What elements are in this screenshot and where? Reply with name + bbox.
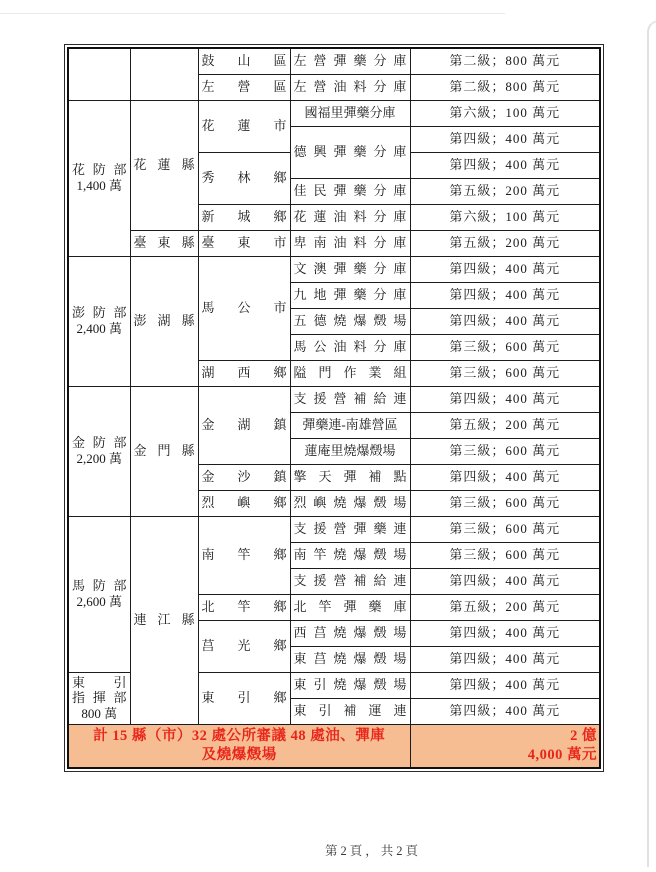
scan-artifact-line — [0, 13, 505, 14]
command-cell — [68, 516, 130, 672]
facility-name: 左 營 油 料 分 庫 — [293, 78, 407, 94]
grade-text: 第五級；200 萬元 — [449, 598, 561, 614]
grade-cell — [410, 308, 600, 334]
grade-text: 第三級；600 萬元 — [449, 546, 561, 562]
facility-cell — [290, 74, 410, 100]
county-cell — [130, 100, 198, 230]
grade-cell — [410, 100, 600, 126]
budget-table — [67, 47, 601, 769]
command-cell — [68, 100, 130, 256]
grade-cell — [410, 48, 600, 74]
summary-label-cell — [68, 724, 410, 768]
county-name: 花 蓮 縣 — [133, 156, 195, 172]
township-name: 左 營 區 — [201, 78, 287, 94]
page-number: 第2頁，共2頁 — [324, 844, 422, 858]
facility-name: 佳 民 彈 藥 分 庫 — [293, 182, 407, 198]
grade-text: 第三級；600 萬元 — [449, 338, 561, 354]
township-cell — [198, 594, 290, 620]
grade-text: 第四級；400 萬元 — [449, 572, 561, 588]
grade-cell — [410, 490, 600, 516]
facility-name: 支 援 營 彈 藥 連 — [293, 520, 407, 536]
county-name: 澎 湖 縣 — [133, 312, 195, 328]
command-amount: 800 萬 — [81, 705, 118, 721]
facility-cell — [290, 646, 410, 672]
command-cell — [68, 256, 130, 386]
county-cell — [130, 386, 198, 516]
township-name: 臺 東 市 — [201, 234, 287, 250]
township-name: 金 湖 鎮 — [201, 416, 287, 432]
grade-cell — [410, 256, 600, 282]
county-cell — [130, 256, 198, 386]
facility-name: 支 援 營 補 給 連 — [293, 572, 407, 588]
grade-text: 第四級；400 萬元 — [449, 286, 561, 302]
command-name: 花 防 部 — [72, 162, 127, 178]
township-cell — [198, 230, 290, 256]
command-name: 馬 防 部 — [72, 578, 127, 594]
facility-cell — [290, 126, 410, 178]
facility-cell — [290, 490, 410, 516]
township-name: 鼓 山 區 — [201, 52, 287, 68]
facility-name: 馬 公 油 料 分 庫 — [293, 338, 407, 354]
command-name: 澎 防 部 — [72, 305, 127, 321]
facility-name: 蓮庵里燒爆燬場 — [304, 442, 396, 458]
township-cell — [198, 672, 290, 724]
grade-text: 第三級；600 萬元 — [449, 520, 561, 536]
grade-text: 第五級；200 萬元 — [449, 182, 561, 198]
township-name: 南 竿 鄉 — [201, 546, 287, 562]
facility-cell — [290, 178, 410, 204]
grade-cell — [410, 334, 600, 360]
township-name: 北 竿 鄉 — [201, 598, 287, 614]
grade-text: 第四級；400 萬元 — [449, 312, 561, 328]
grade-cell — [410, 542, 600, 568]
grade-cell — [410, 594, 600, 620]
facility-cell — [290, 48, 410, 74]
facility-name: 擎 天 彈 補 點 — [293, 468, 407, 484]
command-amount: 2,400 萬 — [76, 321, 122, 336]
grade-cell — [410, 74, 600, 100]
facility-name: 東 莒 燒 爆 燬 場 — [293, 650, 407, 666]
facility-cell — [290, 698, 410, 724]
grade-cell — [410, 412, 600, 438]
summary-amount-cell — [410, 724, 600, 768]
facility-cell — [290, 672, 410, 698]
grade-text: 第六級；100 萬元 — [449, 208, 561, 224]
summary-amount-line1: 2 億 — [570, 727, 597, 744]
grade-text: 第四級；400 萬元 — [449, 676, 561, 692]
facility-cell — [290, 412, 410, 438]
township-cell — [198, 100, 290, 152]
grade-text: 第三級；600 萬元 — [449, 442, 561, 458]
township-name: 莒 光 鄉 — [201, 637, 287, 653]
facility-name: 隘 門 作 業 組 — [293, 364, 407, 380]
grade-text: 第四級；400 萬元 — [449, 624, 561, 640]
grade-cell — [410, 568, 600, 594]
facility-cell — [290, 308, 410, 334]
table-row — [68, 516, 600, 542]
grade-cell — [410, 464, 600, 490]
grade-text: 第六級；100 萬元 — [449, 104, 561, 120]
county-cell — [130, 48, 198, 100]
township-cell — [198, 464, 290, 490]
facility-name: 國福里彈藥分庫 — [304, 104, 396, 120]
grade-cell — [410, 282, 600, 308]
facility-name: 南 竿 燒 爆 燬 場 — [293, 546, 407, 562]
facility-name: 花 蓮 油 料 分 庫 — [293, 208, 407, 224]
county-cell — [130, 516, 198, 724]
command-amount: 2,200 萬 — [76, 451, 122, 466]
township-cell — [198, 48, 290, 74]
facility-name: 德 興 彈 藥 分 庫 — [293, 143, 407, 159]
facility-cell — [290, 516, 410, 542]
summary-row — [68, 724, 600, 768]
grade-cell — [410, 230, 600, 256]
facility-name: 東 引 補 運 連 — [293, 702, 407, 718]
command-cell — [68, 386, 130, 516]
grade-cell — [410, 516, 600, 542]
facility-cell — [290, 282, 410, 308]
command-amount: 2,600 萬 — [76, 594, 122, 609]
grade-cell — [410, 126, 600, 152]
grade-cell — [410, 204, 600, 230]
budget-table-frame — [64, 44, 604, 772]
township-name: 金 沙 鎮 — [201, 468, 287, 484]
township-cell — [198, 204, 290, 230]
county-cell — [130, 230, 198, 256]
facility-cell — [290, 594, 410, 620]
township-cell — [198, 256, 290, 360]
township-name: 馬 公 市 — [201, 299, 287, 315]
table-row — [68, 256, 600, 282]
facility-name: 五 德 燒 爆 燬 場 — [293, 312, 407, 328]
facility-cell — [290, 386, 410, 412]
facility-name: 北 竿 彈 藥 庫 — [293, 598, 407, 614]
grade-text: 第四級；400 萬元 — [449, 468, 561, 484]
grade-text: 第五級；200 萬元 — [449, 416, 561, 432]
grade-text: 第四級；400 萬元 — [449, 390, 561, 406]
facility-cell — [290, 620, 410, 646]
facility-name: 東 引 燒 爆 燬 場 — [293, 676, 407, 692]
township-name: 東 引 鄉 — [201, 689, 287, 705]
summary-label-line2: 及燒爆燬場 — [201, 746, 277, 763]
command-name: 指 揮 部 — [72, 690, 127, 706]
facility-name: 彈藥連-南雄營區 — [302, 416, 398, 432]
grade-text: 第四級；400 萬元 — [449, 156, 561, 172]
grade-cell — [410, 646, 600, 672]
summary-amount-line2: 4,000 萬元 — [527, 746, 597, 763]
grade-cell — [410, 698, 600, 724]
township-cell — [198, 74, 290, 100]
facility-name: 左 營 彈 藥 分 庫 — [293, 52, 407, 68]
grade-text: 第五級；200 萬元 — [449, 234, 561, 250]
facility-name: 九 地 彈 藥 分 庫 — [293, 286, 407, 302]
scan-page-edge — [647, 20, 656, 867]
township-name: 新 城 鄉 — [201, 208, 287, 224]
county-name: 連 江 縣 — [133, 611, 195, 627]
township-cell — [198, 386, 290, 464]
grade-text: 第二級；800 萬元 — [449, 78, 561, 94]
township-name: 湖 西 鄉 — [201, 364, 287, 380]
facility-cell — [290, 334, 410, 360]
command-cell — [68, 672, 130, 724]
township-cell — [198, 516, 290, 594]
grade-text: 第四級；400 萬元 — [449, 650, 561, 666]
township-name: 花 蓮 市 — [201, 117, 287, 133]
township-cell — [198, 490, 290, 516]
table-row — [68, 48, 600, 74]
county-name: 臺 東 縣 — [133, 234, 195, 250]
facility-cell — [290, 360, 410, 386]
table-row — [68, 230, 600, 256]
grade-text: 第四級；400 萬元 — [449, 260, 561, 276]
grade-cell — [410, 178, 600, 204]
facility-name: 烈 嶼 燒 爆 燬 場 — [293, 494, 407, 510]
grade-cell — [410, 386, 600, 412]
command-cell — [68, 48, 130, 100]
grade-text: 第三級；600 萬元 — [449, 364, 561, 380]
facility-cell — [290, 100, 410, 126]
facility-cell — [290, 542, 410, 568]
grade-cell — [410, 438, 600, 464]
grade-text: 第二級；800 萬元 — [449, 52, 561, 68]
township-cell — [198, 620, 290, 672]
command-amount: 1,400 萬 — [76, 178, 122, 193]
facility-name: 西 莒 燒 爆 燬 場 — [293, 624, 407, 640]
township-cell — [198, 360, 290, 386]
township-name: 秀 林 鄉 — [201, 169, 287, 185]
grade-cell — [410, 152, 600, 178]
township-cell — [198, 152, 290, 204]
grade-text: 第四級；400 萬元 — [449, 702, 561, 718]
facility-name: 文 澳 彈 藥 分 庫 — [293, 260, 407, 276]
township-name: 烈 嶼 鄉 — [201, 494, 287, 510]
summary-label-line1: 計 15 縣（市）32 處公所審議 48 處油、彈庫 — [93, 727, 386, 744]
facility-cell — [290, 256, 410, 282]
facility-cell — [290, 438, 410, 464]
county-name: 金 門 縣 — [133, 442, 195, 458]
facility-cell — [290, 204, 410, 230]
command-name: 金 防 部 — [72, 435, 127, 451]
grade-cell — [410, 672, 600, 698]
command-name: 東 引 — [72, 674, 127, 690]
facility-cell — [290, 230, 410, 256]
facility-name: 卑 南 油 料 分 庫 — [293, 234, 407, 250]
facility-cell — [290, 464, 410, 490]
grade-text: 第三級；600 萬元 — [449, 494, 561, 510]
table-row — [68, 386, 600, 412]
grade-cell — [410, 620, 600, 646]
facility-cell — [290, 568, 410, 594]
grade-text: 第四級；400 萬元 — [449, 130, 561, 146]
table-row — [68, 100, 600, 126]
facility-name: 支 援 營 補 給 連 — [293, 390, 407, 406]
grade-cell — [410, 360, 600, 386]
